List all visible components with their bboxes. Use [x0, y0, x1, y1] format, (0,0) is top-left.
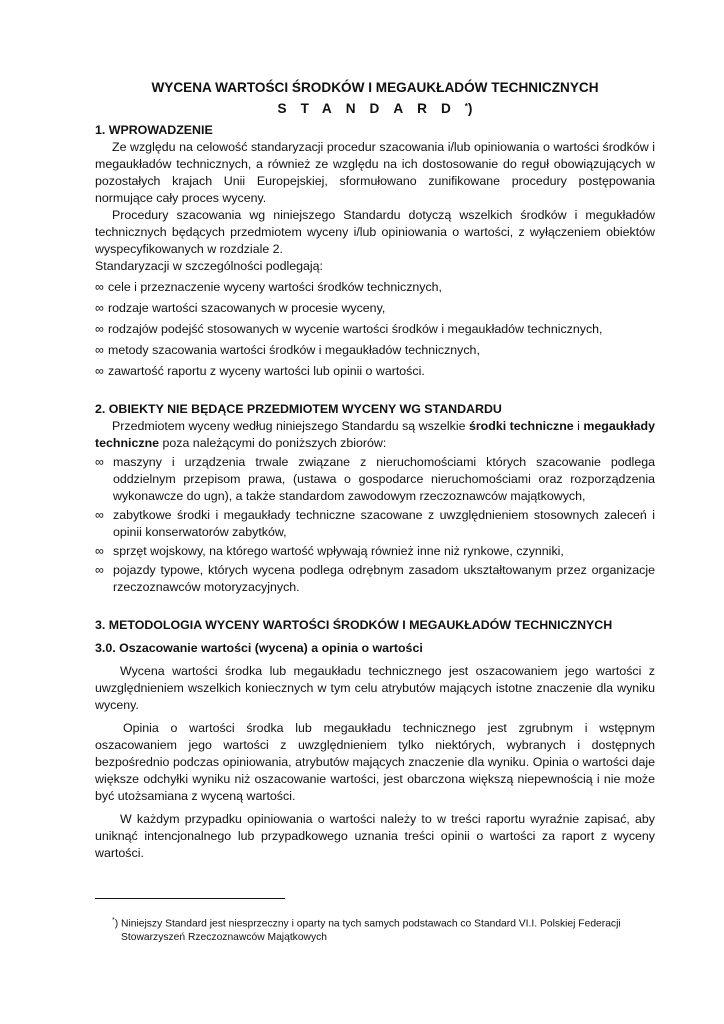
section-2-intro: Przedmiotem wyceny według niniejszego Standardu są wszelkie środki techniczne i megaukłady techniczne poza należącymi do poniższych zbiorów:: [95, 419, 655, 450]
section-1-list: [95, 279, 655, 380]
subtitle-paren: ): [467, 101, 473, 116]
infinity-bullet-icon: ∞: [95, 364, 104, 378]
infinity-bullet-icon: ∞: [95, 343, 104, 357]
list-item: ∞ pojazdy typowe, których wycena podlega odrębnym zasadom ukształtowanym przez organizacje rzeczoznawców motoryzacyjnych.: [95, 563, 655, 594]
infinity-bullet-icon: ∞: [95, 301, 104, 315]
list-item: ∞ rodzajów podejść stosowanych w wycenie wartości środków i megaukładów technicznych,: [95, 322, 603, 336]
list-item: ∞ cele i przeznaczenie wyceny wartości środków technicznych,: [95, 280, 443, 294]
footnote-line-1: *) Niniejszy Standard jest niesprzeczny i oparty na tych samych podstawach co Standard VI.I. Polskiej Federacji: [112, 917, 621, 930]
section-3-paragraph-1: Wycena wartości środka lub megaukładu technicznego jest oszacowaniem jego wartości z uwzględnieniem wszelkich koniecznych w tym celu atrybutów mających istotne znaczenie dla wyniku wyceny.: [95, 664, 655, 712]
infinity-bullet-icon: ∞: [95, 455, 104, 469]
subtitle-footnote-mark: *: [464, 102, 468, 111]
list-item: ∞ metody szacowania wartości środków i megaukładów technicznych,: [95, 343, 480, 357]
section-1-paragraph-2: Procedury szacowania wg niniejszego Standardu dotyczą wszelkich środków i megukładów technicznych będących przedmiotem wyceny i/lub opiniowania o wartości, z wyłączeniem obiektów wyspecyfikowanych w rozdziale 2.: [95, 208, 655, 256]
list-item: ∞ maszyny i urządzenia trwale związane z nieruchomościami których szacowanie podlega oddzielnym przepisom prawa, (ustawa o gospodarce nieruchomościami oraz rozporządzenia wykonawcze do ugn), a także standardom zawodowym rzeczoznawców majątkowych,: [95, 455, 655, 503]
subtitle-text: STANDARD: [277, 101, 465, 116]
section-3-0-heading: 3.0. Oszacowanie wartości (wycena) a opinia o wartości: [95, 641, 423, 655]
section-1-paragraph-1: Ze względu na celowość standaryzacji procedur szacowania i/lub opiniowania o wartości środków i megaukładów technicznych, a również ze względu na ich dostosowanie do reguł obowiązujących w pozostałych krajach Unii Europejskiej, sformułowano zunifikowane procedury postępowania normujące cały proces wyceny.: [95, 140, 655, 205]
section-2-heading: 2. OBIEKTY NIE BĘDĄCE PRZEDMIOTEM WYCENY WG STANDARDU: [95, 402, 502, 416]
infinity-bullet-icon: ∞: [95, 544, 104, 558]
footnote: [112, 914, 652, 945]
document-subtitle: [95, 99, 655, 118]
document-title: WYCENA WARTOŚCI ŚRODKÓW I MEGAUKŁADÓW TECHNICZNYCH: [151, 80, 599, 95]
document-page: [95, 78, 655, 862]
section-1-paragraph-3: Standaryzacji w szczególności podlegają:: [95, 259, 323, 273]
list-item: ∞ zawartość raportu z wyceny wartości lub opinii o wartości.: [95, 364, 425, 378]
section-3-paragraph-2: Opinia o wartości środka lub megaukładu technicznego jest zgrubnym i wstępnym oszacowaniem jego wartości z uwzględnieniem tylko niektórych, wybranych i dostępnych bezpośrednio podczas opiniowania, atrybutów mających znaczenie dla wyniku. Opinia o wartości daje większe odchyłki wyniku niż oszacowanie wartości, jest obarczona większą niepewnością i nie może być utożsamiana z wyceną wartości.: [95, 721, 655, 803]
section-3-paragraph-3: W każdym przypadku opiniowania o wartości należy to w treści raportu wyraźnie zapisać, aby uniknąć intencjonalnego lub przypadkowego uznania treści opinii o wartości za raport z wyceny wartości.: [95, 812, 655, 860]
footnote-mark: *: [112, 917, 115, 924]
list-item: ∞ sprzęt wojskowy, na którego wartość wpływają również inne niż rynkowe, czynniki,: [95, 544, 564, 558]
infinity-bullet-icon: ∞: [95, 280, 104, 294]
section-1-heading: 1. WPROWADZENIE: [95, 123, 213, 137]
infinity-bullet-icon: ∞: [95, 322, 104, 336]
section-2-list: [95, 454, 655, 596]
footnote-line-2: Stowarzyszeń Rzeczoznawców Majątkowych: [121, 932, 328, 944]
section-3-heading: 3. METODOLOGIA WYCENY WARTOŚCI ŚRODKÓW I MEGAUKŁADÓW TECHNICZNYCH: [95, 618, 613, 632]
list-item: ∞ rodzaje wartości szacowanych w procesie wyceny,: [95, 301, 386, 315]
infinity-bullet-icon: ∞: [95, 508, 104, 522]
list-item: ∞ zabytkowe środki i megaukłady techniczne szacowane z uwzględnieniem stosownych zaleceń i opinii konserwatorów zabytków,: [95, 508, 655, 539]
infinity-bullet-icon: ∞: [95, 563, 104, 577]
footnote-divider: [95, 898, 285, 899]
